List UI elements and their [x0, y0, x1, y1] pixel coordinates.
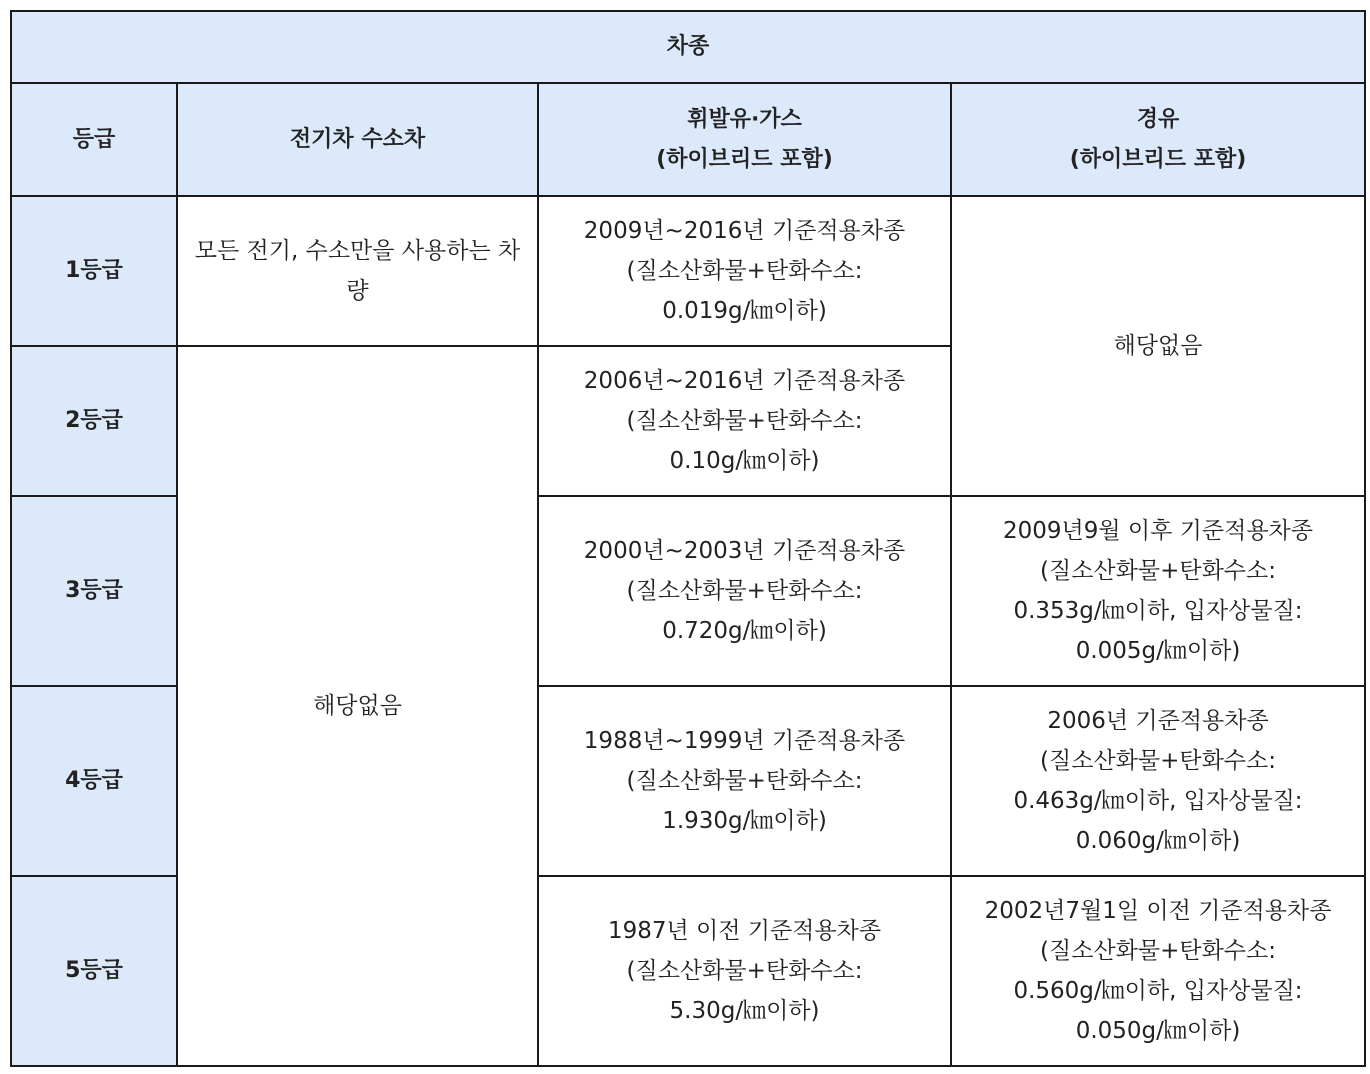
header-electric-hydrogen: 전기차 수소차 [177, 83, 538, 196]
header-grade: 등급 [11, 83, 177, 196]
header-diesel [951, 83, 1365, 196]
header-gasoline-line2: (하이브리드 포함) [656, 146, 833, 172]
diesel-grade4-line4: 0.060g/㎞이하) [1075, 828, 1241, 854]
gasoline-grade4-line1: 1988년~1999년 기준적용차종 [583, 728, 906, 754]
gasoline-grade5-line2: (질소산화물+탄화수소: [626, 958, 863, 984]
electric-grade1: 모든 전기, 수소만을 사용하는 차량 [177, 196, 538, 346]
table-title: 차종 [11, 11, 1365, 83]
emission-grade-table [10, 10, 1366, 1067]
electric-grade2-5: 해당없음 [177, 346, 538, 1066]
table-row [11, 196, 1365, 346]
diesel-grade5-line2: (질소산화물+탄화수소: [1040, 938, 1276, 964]
gasoline-grade4 [538, 686, 951, 876]
gasoline-grade5 [538, 876, 951, 1066]
diesel-grade4-line3: 0.463g/㎞이하, 입자상물질: [1013, 788, 1303, 814]
diesel-grade3-line1: 2009년9월 이후 기준적용차종 [1003, 518, 1313, 544]
gasoline-grade1-line1: 2009년~2016년 기준적용차종 [583, 218, 906, 244]
gasoline-grade4-line3: 1.930g/㎞이하) [662, 808, 827, 834]
gasoline-grade3-line3: 0.720g/㎞이하) [662, 618, 827, 644]
diesel-grade3-line4: 0.005g/㎞이하) [1075, 638, 1241, 664]
gasoline-grade3 [538, 496, 951, 686]
grade-2: 2등급 [11, 346, 177, 496]
diesel-grade4-line1: 2006년 기준적용차종 [1047, 708, 1269, 734]
header-diesel-line1: 경유 [1136, 106, 1180, 132]
gasoline-grade3-line1: 2000년~2003년 기준적용차종 [583, 538, 906, 564]
diesel-grade4 [951, 686, 1365, 876]
gasoline-grade1-line3: 0.019g/㎞이하) [662, 298, 827, 324]
gasoline-grade4-line2: (질소산화물+탄화수소: [626, 768, 863, 794]
diesel-grade5-line4: 0.050g/㎞이하) [1075, 1018, 1241, 1044]
gasoline-grade2 [538, 346, 951, 496]
header-gasoline-gas [538, 83, 951, 196]
grade-4: 4등급 [11, 686, 177, 876]
gasoline-grade5-line1: 1987년 이전 기준적용차종 [607, 918, 882, 944]
diesel-grade3 [951, 496, 1365, 686]
gasoline-grade2-line3: 0.10g/㎞이하) [669, 448, 820, 474]
diesel-grade3-line3: 0.353g/㎞이하, 입자상물질: [1013, 598, 1303, 624]
diesel-grade5 [951, 876, 1365, 1066]
gasoline-grade5-line3: 5.30g/㎞이하) [669, 998, 820, 1024]
diesel-grade5-line3: 0.560g/㎞이하, 입자상물질: [1013, 978, 1303, 1004]
gasoline-grade1-line2: (질소산화물+탄화수소: [626, 258, 863, 284]
grade-3: 3등급 [11, 496, 177, 686]
gasoline-grade3-line2: (질소산화물+탄화수소: [626, 578, 863, 604]
diesel-grade4-line2: (질소산화물+탄화수소: [1040, 748, 1276, 774]
grade-1: 1등급 [11, 196, 177, 346]
gasoline-grade2-line1: 2006년~2016년 기준적용차종 [583, 368, 906, 394]
diesel-grade5-line1: 2002년7월1일 이전 기준적용차종 [984, 898, 1332, 924]
diesel-grade1-2: 해당없음 [951, 196, 1365, 496]
diesel-grade3-line2: (질소산화물+탄화수소: [1040, 558, 1276, 584]
grade-5: 5등급 [11, 876, 177, 1066]
header-gasoline-line1: 휘발유·가스 [687, 106, 802, 132]
gasoline-grade1 [538, 196, 951, 346]
header-diesel-line2: (하이브리드 포함) [1069, 146, 1247, 172]
gasoline-grade2-line2: (질소산화물+탄화수소: [626, 408, 863, 434]
